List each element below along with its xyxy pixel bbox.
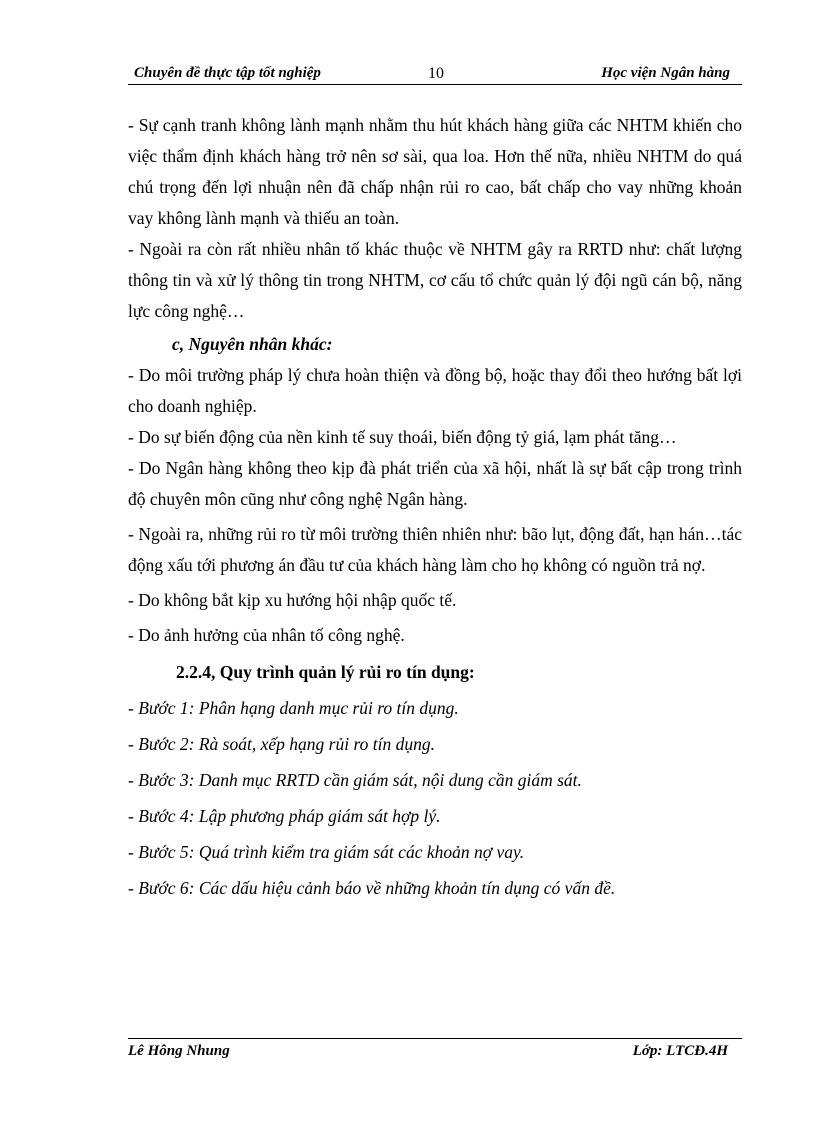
step-item: - Bước 1: Phân hạng danh mục rủi ro tín dụng.	[128, 698, 459, 718]
page-header	[128, 62, 742, 85]
paragraph: - Do không bắt kịp xu hướng hội nhập quốc tế.	[128, 590, 457, 610]
subheading: c, Nguyên nhân khác:	[172, 334, 333, 354]
paragraph: - Ngoài ra, những rủi ro từ môi trường thiên nhiên như: bão lụt, động đất, hạn hán…tác động xấu tới phương án đầu tư của khách hàng làm cho họ không có nguồn trả nợ.	[128, 524, 742, 575]
paragraph: - Do môi trường pháp lý chưa hoàn thiện và đồng bộ, hoặc thay đổi theo hướng bất lợi cho doanh nghiệp.	[128, 365, 742, 416]
footer-author: Lê Hông Nhung	[128, 1043, 230, 1059]
section-heading: 2.2.4, Quy trình quản lý rủi ro tín dụng:	[176, 662, 475, 682]
step-item: - Bước 2: Rà soát, xếp hạng rủi ro tín dụng.	[128, 734, 435, 754]
step-item: - Bước 4: Lập phương pháp giám sát hợp lý.	[128, 806, 441, 826]
step-item: - Bước 6: Các dấu hiệu cảnh báo về những khoản tín dụng có vấn đề.	[128, 878, 616, 898]
step-item: - Bước 5: Quá trình kiểm tra giám sát các khoản nợ vay.	[128, 842, 525, 862]
header-title: Chuyên đề thực tập tốt nghiệp	[134, 65, 321, 81]
paragraph: - Do sự biến động của nền kinh tế suy thoái, biến động tỷ giá, lạm phát tăng…	[128, 427, 677, 447]
page-number: 10	[428, 65, 444, 82]
page-footer	[128, 1038, 742, 1069]
footer-class: Lớp: LTCĐ.4H	[632, 1043, 728, 1059]
page-body	[128, 110, 742, 904]
paragraph: - Ngoài ra còn rất nhiều nhân tố khác thuộc về NHTM gây ra RRTD như: chất lượng thông tin và xử lý thông tin trong NHTM, cơ cấu tổ chức quản lý đội ngũ cán bộ, năng lực công nghệ…	[128, 239, 742, 321]
paragraph: - Sự cạnh tranh không lành mạnh nhằm thu hút khách hàng giữa các NHTM khiến cho việc thẩm định khách hàng trở nên sơ sài, qua loa. Hơn thế nữa, nhiều NHTM do quá chú trọng đến lợi nhuận nên đã chấp nhận rủi ro cao, bất chấp cho vay những khoản vay không lành mạnh và thiếu an toàn.	[128, 115, 742, 228]
paragraph: - Do ảnh hưởng của nhân tố công nghệ.	[128, 625, 405, 645]
paragraph: - Do Ngân hàng không theo kịp đà phát triển của xã hội, nhất là sự bất cập trong trình độ chuyên môn cũng như công nghệ Ngân hàng.	[128, 458, 742, 509]
header-institution: Học viện Ngân hàng	[601, 65, 730, 81]
step-item: - Bước 3: Danh mục RRTD cần giám sát, nội dung cần giám sát.	[128, 770, 582, 790]
